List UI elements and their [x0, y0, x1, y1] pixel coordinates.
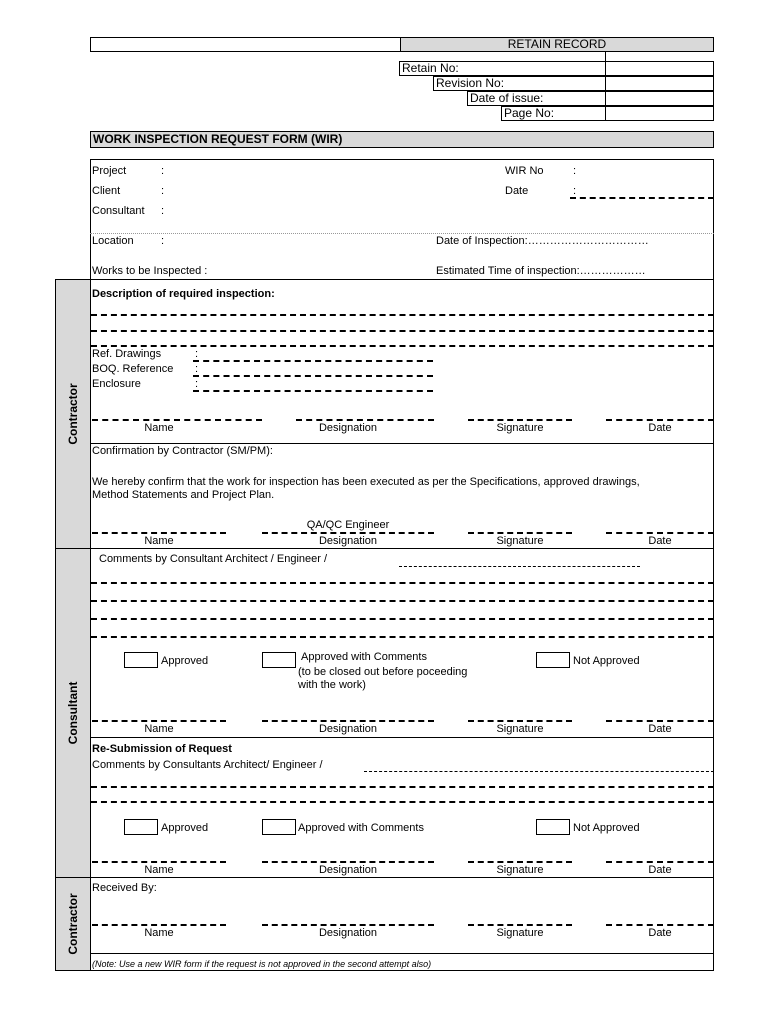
retain-record-label: RETAIN RECORD [507, 37, 607, 51]
works-inspected-label: Works to be Inspected : [92, 265, 208, 277]
date-line[interactable] [606, 532, 714, 534]
date-line[interactable] [606, 419, 714, 421]
project-label: Project [92, 165, 127, 177]
received-contractor-side-label: Contractor [55, 877, 91, 971]
ref-drawings-label: Ref. Drawings [92, 348, 162, 360]
signature-line[interactable] [468, 861, 572, 863]
page-no-label: Page No: [504, 106, 555, 120]
consultant-comment-line-2[interactable] [91, 600, 714, 602]
approved-with-comments-checkbox[interactable] [262, 652, 296, 668]
received-by-label: Received By: [92, 882, 157, 894]
name-line[interactable] [92, 532, 226, 534]
date-line[interactable] [606, 861, 714, 863]
retain-no-label: Retain No: [402, 61, 459, 75]
not-approved-checkbox[interactable] [536, 652, 570, 668]
signature-line[interactable] [468, 720, 572, 722]
designation-line[interactable] [262, 532, 434, 534]
contractor-side-label: Contractor [55, 279, 91, 549]
resub-comment-line-2[interactable] [91, 801, 714, 803]
form-title: WORK INSPECTION REQUEST FORM (WIR) [93, 132, 343, 146]
resub-comment-line-0[interactable] [364, 771, 714, 772]
consultant-side-label: Consultant [55, 548, 91, 878]
description-line-3[interactable] [91, 345, 714, 347]
wir-no-label: WIR No [505, 165, 544, 177]
sig-date-label: Date [648, 927, 672, 939]
sig-designation-label: Designation [318, 535, 378, 547]
resub-comment-line-1[interactable] [91, 786, 714, 788]
date-of-issue-label: Date of issue: [470, 91, 544, 105]
footer-note: (Note: Use a new WIR form if the request is not approved in the second attempt also) [92, 959, 432, 969]
date-line[interactable] [606, 720, 714, 722]
sig-date-label: Date [648, 864, 672, 876]
header-blank-cell [90, 37, 401, 52]
consultant-comments-label: Comments by Consultant Architect / Engineer / [99, 553, 328, 565]
sig-designation-label: Designation [318, 864, 378, 876]
confirmation-label: Confirmation by Contractor (SM/PM): [92, 445, 273, 457]
qaqc-label: QA/QC Engineer [306, 519, 390, 531]
sig-name-label: Name [144, 864, 174, 876]
approved-checkbox[interactable] [124, 652, 158, 668]
resub-approved-with-comments-label: Approved with Comments [298, 822, 424, 834]
revision-no-label: Revision No: [436, 76, 505, 90]
designation-line[interactable] [262, 861, 434, 863]
ref-drawings-line[interactable] [193, 360, 433, 362]
enclosure-label: Enclosure [92, 378, 141, 390]
date-line[interactable] [606, 924, 714, 926]
designation-line[interactable] [262, 924, 434, 926]
estimated-time-label: Estimated Time of inspection:……………… [436, 265, 646, 277]
description-line-2[interactable] [91, 330, 714, 332]
location-label: Location [92, 235, 134, 247]
consultant-comment-line-0[interactable] [399, 566, 640, 567]
consultant-label: Consultant [92, 205, 145, 217]
consultant-comment-line-4[interactable] [91, 636, 714, 638]
resub-approved-with-comments-checkbox[interactable] [262, 819, 296, 835]
consultant-comment-line-1[interactable] [91, 582, 714, 584]
sig-date-label: Date [648, 422, 672, 434]
sig-signature-label: Signature [496, 723, 544, 735]
name-line[interactable] [92, 861, 226, 863]
confirmation-text-1: We hereby confirm that the work for inspection has been executed as per the Specifications, approved drawings, [92, 476, 640, 488]
signature-line[interactable] [468, 532, 572, 534]
approved-note-2: with the work) [298, 679, 366, 691]
sig-name-label: Name [144, 723, 174, 735]
date-of-inspection-label: Date of Inspection:…………………………… [436, 235, 649, 247]
sig-date-label: Date [648, 535, 672, 547]
sig-date-label: Date [648, 723, 672, 735]
resub-approved-label: Approved [161, 822, 209, 834]
date-input-line[interactable] [570, 197, 714, 199]
sig-signature-label: Signature [496, 927, 544, 939]
sig-name-label: Name [144, 422, 174, 434]
confirmation-text-2: Method Statements and Project Plan. [92, 489, 275, 501]
boq-reference-line[interactable] [193, 375, 433, 377]
sig-signature-label: Signature [496, 422, 544, 434]
signature-line[interactable] [468, 924, 572, 926]
not-approved-label: Not Approved [573, 655, 640, 667]
sig-designation-label: Designation [318, 927, 378, 939]
enclosure-line[interactable] [193, 390, 433, 392]
approved-with-comments-label: Approved with Comments [301, 651, 427, 663]
resubmission-comments-label: Comments by Consultants Architect/ Engineer / [92, 759, 323, 771]
sig-signature-label: Signature [496, 535, 544, 547]
date-label: Date [505, 185, 529, 197]
consultant-comment-line-3[interactable] [91, 618, 714, 620]
sig-name-label: Name [144, 927, 174, 939]
designation-line[interactable] [296, 419, 434, 421]
approved-label: Approved [161, 655, 209, 667]
name-line[interactable] [92, 419, 262, 421]
sig-designation-label: Designation [318, 422, 378, 434]
resubmission-heading: Re-Submission of Request [92, 743, 232, 755]
sig-signature-label: Signature [496, 864, 544, 876]
resub-not-approved-checkbox[interactable] [536, 819, 570, 835]
resub-approved-checkbox[interactable] [124, 819, 158, 835]
sig-name-label: Name [144, 535, 174, 547]
description-line-1[interactable] [91, 314, 714, 316]
name-line[interactable] [92, 720, 226, 722]
resub-not-approved-label: Not Approved [573, 822, 640, 834]
name-line[interactable] [92, 924, 226, 926]
approved-note-1: (to be closed out before poceeding [298, 666, 468, 678]
description-heading: Description of required inspection: [92, 288, 275, 300]
signature-line[interactable] [468, 419, 572, 421]
boq-reference-label: BOQ. Reference [92, 363, 174, 375]
designation-line[interactable] [262, 720, 434, 722]
client-label: Client [92, 185, 121, 197]
sig-designation-label: Designation [318, 723, 378, 735]
